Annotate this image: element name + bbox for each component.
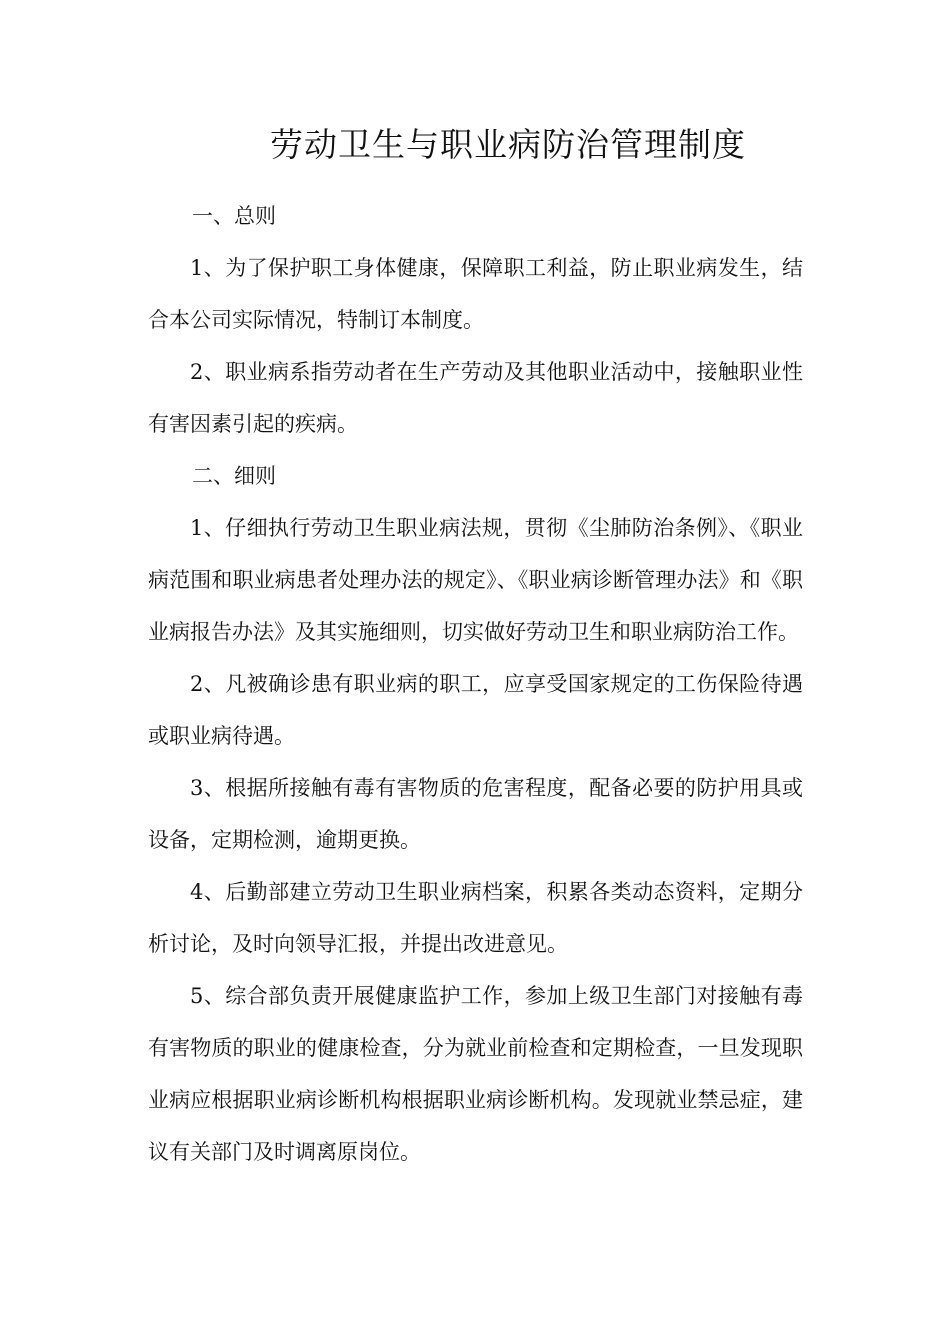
document-title: 劳动卫生与职业病防治管理制度 (270, 125, 746, 164)
paragraph: 4、后勤部建立劳动卫生职业病档案，积累各类动态资料，定期分析讨论，及时向领导汇报，并提出改进意见。 (148, 880, 803, 956)
section-heading: 一、总则 (192, 204, 276, 228)
section-details (148, 450, 803, 1178)
paragraph: 2、职业病系指劳动者在生产劳动及其他职业活动中，接触职业性有害因素引起的疾病。 (148, 360, 803, 436)
paragraph: 5、综合部负责开展健康监护工作，参加上级卫生部门对接触有毒有害物质的职业的健康检查，分为就业前检查和定期检查，一旦发现职业病应根据职业病诊断机构根据职业病诊断机构。发现就业禁忌症，建议有关部门及时调离原岗位。 (148, 984, 803, 1164)
section-heading: 二、细则 (192, 464, 276, 488)
section-general (148, 190, 803, 450)
paragraph: 2、凡被确诊患有职业病的职工，应享受国家规定的工伤保险待遇或职业病待遇。 (148, 672, 803, 748)
paragraph: 1、仔细执行劳动卫生职业病法规，贯彻《尘肺防治条例》、《职业病范围和职业病患者处理办法的规定》、《职业病诊断管理办法》和《职业病报告办法》及其实施细则，切实做好劳动卫生和职业病防治工作。 (148, 516, 803, 644)
paragraph: 1、为了保护职工身体健康，保障职工利益，防止职业病发生，结合本公司实际情况，特制订本制度。 (148, 256, 803, 332)
paragraph: 3、根据所接触有毒有害物质的危害程度，配备必要的防护用具或设备，定期检测，逾期更换。 (148, 776, 803, 852)
document-body (148, 190, 803, 1178)
